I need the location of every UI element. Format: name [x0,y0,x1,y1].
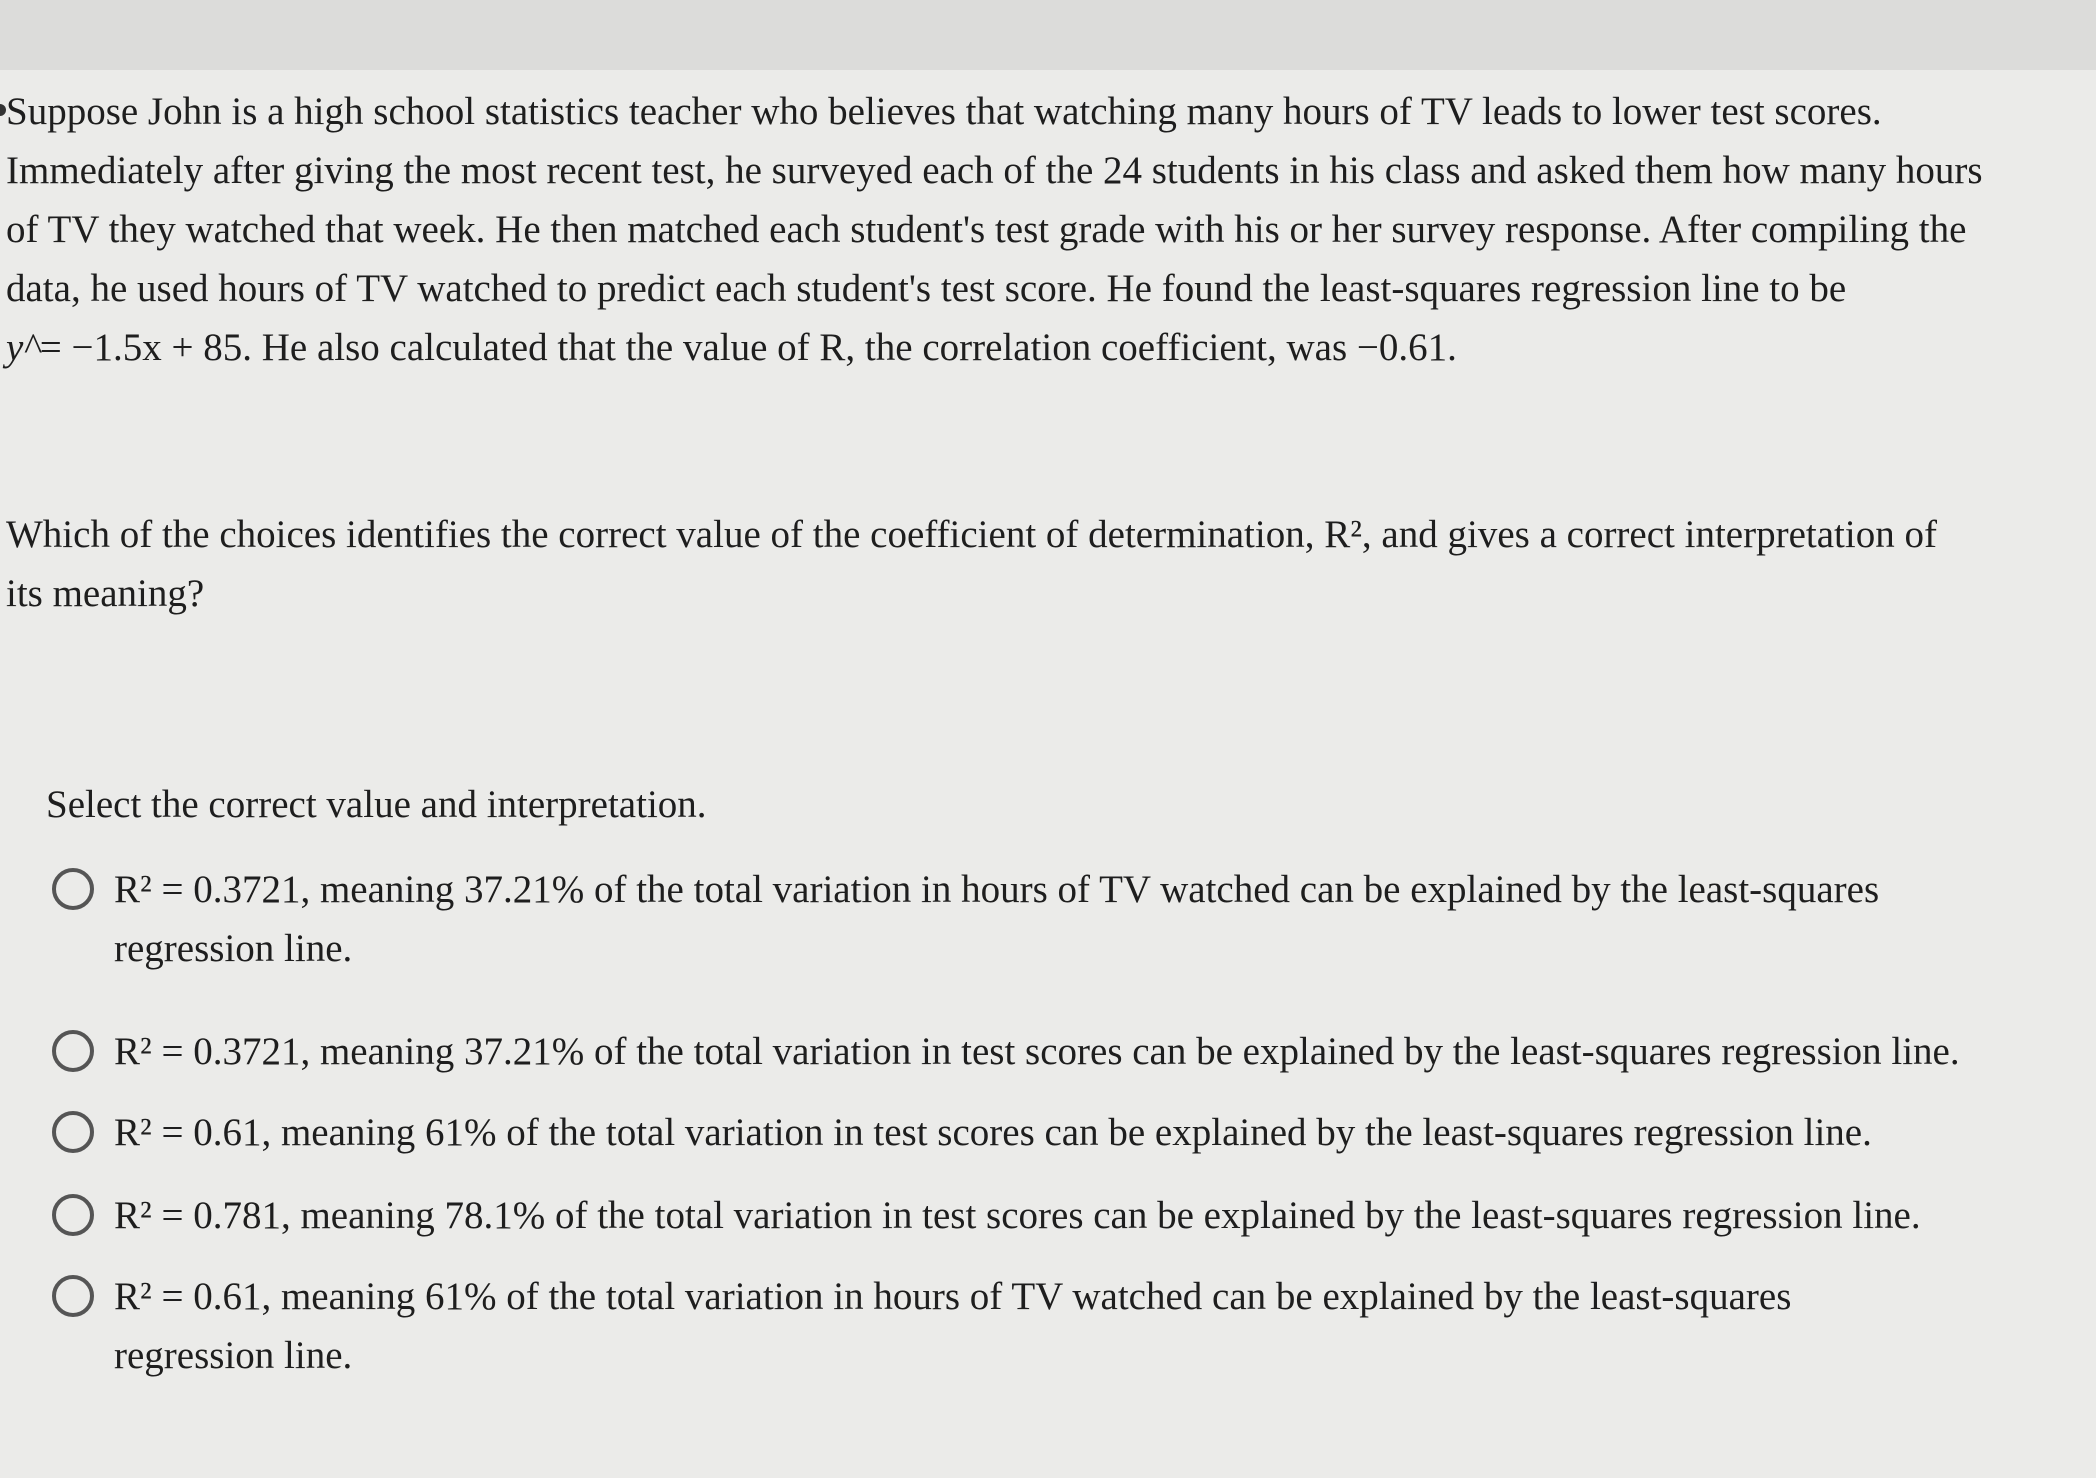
scenario-line: Suppose John is a high school statistics teacher who believes that watching many hours of TV leads to lower test scores. [6,90,1882,133]
answer-option-text [114,860,1879,978]
answer-options [52,860,2052,1385]
scenario-line: Immediately after giving the most recent test, he surveyed each of the 24 students in his class and asked them how many hours [6,149,1983,192]
question-line: its meaning? [6,572,205,615]
answer-option-1[interactable] [52,860,2052,978]
answer-option-text [114,1103,1872,1162]
option-line: regression line. [114,1334,353,1377]
instruction-text: Select the correct value and interpretation. [46,783,707,826]
option-line: regression line. [114,927,353,970]
option-line: R² = 0.781, meaning 78.1% of the total variation in test scores can be explained by the least-squares regression line. [114,1194,1921,1237]
radio-button[interactable] [52,1194,94,1236]
option-line: R² = 0.3721, meaning 37.21% of the total variation in hours of TV watched can be explained by the least-squares [114,868,1880,911]
scenario-line: of TV they watched that week. He then matched each student's test grade with his or her survey response. After compiling the [6,208,1967,251]
answer-option-2[interactable] [52,1022,2052,1081]
answer-option-3[interactable] [52,1103,2052,1162]
radio-button[interactable] [52,1275,94,1317]
page-top-band [0,0,2096,70]
option-line: R² = 0.61, meaning 61% of the total variation in test scores can be explained by the least-squares regression line. [114,1111,1872,1154]
problem-scenario [6,82,1983,377]
regression-equation-line [6,318,1983,377]
option-line: R² = 0.3721, meaning 37.21% of the total variation in test scores can be explained by the least-squares regression line. [114,1030,1960,1073]
answer-option-text [114,1186,1921,1245]
radio-button[interactable] [52,1030,94,1072]
scenario-line: data, he used hours of TV watched to predict each student's test score. He found the least-squares regression line to be [6,267,1847,310]
answer-option-text [114,1022,1960,1081]
answer-option-4[interactable] [52,1186,2052,1245]
radio-button[interactable] [52,1111,94,1153]
answer-option-text [114,1267,1791,1385]
correlation-statement: He also calculated that the value of R, the correlation coefficient, was −0.61. [252,326,1457,369]
answer-option-5[interactable] [52,1267,2052,1385]
option-line: R² = 0.61, meaning 61% of the total variation in hours of TV watched can be explained by the least-squares [114,1275,1792,1318]
regression-equation: = −1.5x + 85. [39,326,252,369]
y-hat-symbol: y^ [6,326,40,369]
radio-button[interactable] [52,868,94,910]
question-text [6,505,1937,623]
question-line: Which of the choices identifies the correct value of the coefficient of determination, R², and gives a correct interpretation of [6,513,1937,556]
